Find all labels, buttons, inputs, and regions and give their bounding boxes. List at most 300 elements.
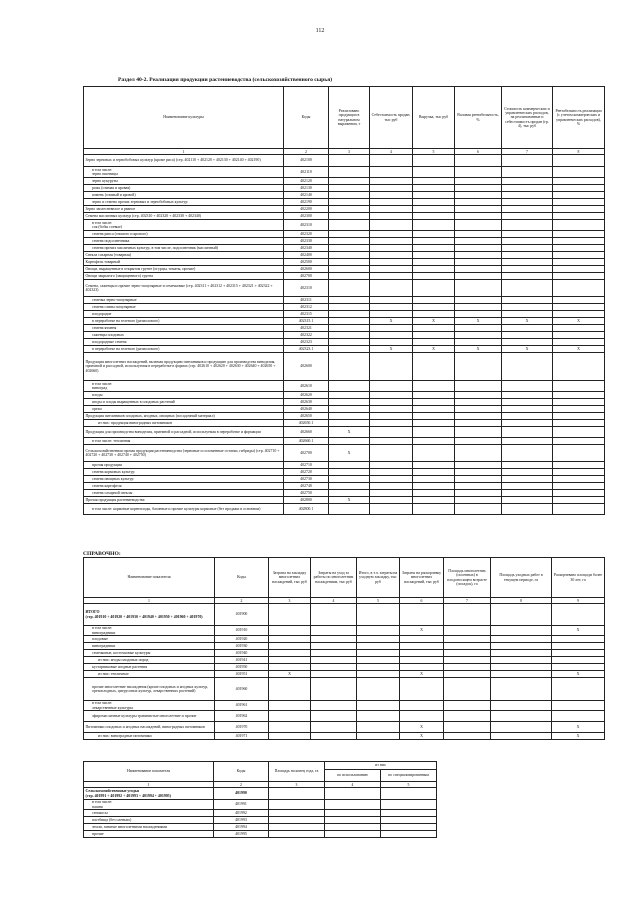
header-col-9: Раскорчевано площади более 30 лет, га [552,558,605,598]
empty-cell [329,332,370,339]
empty-cell [329,231,370,238]
table-row [84,427,605,438]
row-code: 402500 [284,259,329,266]
table-row [84,178,605,185]
empty-cell [329,199,370,206]
empty-cell [269,643,311,650]
empty-cell [311,626,357,636]
table-row [84,346,605,353]
row-code: 401960 [215,678,269,701]
empty-cell [400,643,444,650]
empty-cell [329,504,370,515]
row-code: 402750 [284,490,329,497]
empty-cell [413,252,455,259]
empty-cell [455,206,502,213]
empty-cell [553,280,605,297]
row-code: 402800.1 [284,504,329,515]
row-code: 401941 [215,657,269,664]
row-code: 402800 [284,497,329,504]
empty-cell [553,392,605,399]
empty-cell [370,469,413,476]
empty-cell [491,650,552,657]
empty-cell [553,339,605,346]
empty-cell [502,427,553,438]
empty-cell [413,167,455,178]
empty-cell [325,824,381,831]
empty-cell [400,711,444,722]
table-row [84,817,437,824]
empty-cell [502,213,553,220]
row-code: 402620 [284,392,329,399]
empty-cell [370,155,413,167]
empty-cell [329,438,370,445]
empty-cell [370,406,413,413]
empty-cell [455,406,502,413]
empty-cell [502,381,553,392]
row-code: 402600 [284,353,329,381]
empty-cell [553,420,605,427]
row-name: Питомники плодовых и ягодных насаждений, виноградных питомников [84,722,215,733]
table-row [84,392,605,399]
header-sub1: по использованию [325,770,381,782]
empty-cell [269,650,311,657]
empty-cell [413,427,455,438]
empty-cell [444,678,491,701]
empty-cell [455,399,502,406]
empty-cell [502,504,553,515]
empty-cell [311,664,357,671]
header-col-2: Коды [215,558,269,598]
column-number: 2 [214,782,269,788]
table-row [84,420,605,427]
empty-cell [553,238,605,245]
row-name: плодородие [84,311,284,318]
empty-cell [370,231,413,238]
empty-cell [370,483,413,490]
row-code: 401970 [215,722,269,733]
empty-cell [413,192,455,199]
empty-cell [455,304,502,311]
table-row [84,733,605,740]
empty-cell [329,353,370,381]
empty-cell [370,220,413,231]
empty-cell [357,722,400,733]
empty-cell [552,657,605,664]
empty-cell [455,273,502,280]
empty-cell [553,252,605,259]
row-name: зерно и семена прочих зерновых и зернобобовых культур [84,199,284,206]
empty-cell [553,311,605,318]
empty-cell [553,381,605,392]
empty-cell [329,185,370,192]
row-name: саженцы плодовых [84,332,284,339]
empty-cell [370,399,413,406]
empty-cell [269,664,311,671]
empty-cell [269,788,325,800]
row-name: в том числе: пашня [84,800,214,810]
empty-cell [502,406,553,413]
row-code: 402650 [284,413,329,420]
row-name: Продукция питомников плодовых, ягодных, овощных (посадочный материал) [84,413,284,420]
header-total: Площадь на конец года, га [269,762,325,782]
empty-cell [370,192,413,199]
empty-cell [553,490,605,497]
empty-cell [502,155,553,167]
empty-cell [553,504,605,515]
empty-cell [413,220,455,231]
header-col-1: Наименование показателя [84,558,215,598]
empty-cell [553,185,605,192]
empty-cell [455,497,502,504]
empty-cell [413,413,455,420]
empty-cell [502,199,553,206]
empty-cell [444,626,491,636]
column-number: 8 [553,149,605,155]
empty-cell [400,604,444,626]
table-row [84,304,605,311]
empty-cell [311,701,357,711]
empty-cell [370,266,413,273]
row-code: 401961 [215,701,269,711]
empty-cell [329,311,370,318]
empty-cell [370,413,413,420]
empty-cell [413,213,455,220]
table-row [84,678,605,701]
empty-cell [552,650,605,657]
table-row [84,339,605,346]
header-col-4: Себестоимость продан. тыс руб [370,87,413,149]
empty-cell [370,392,413,399]
header-col-6: Валовая рентабельность, % [455,87,502,149]
table-row [84,185,605,192]
empty-cell [502,266,553,273]
row-code: 402740 [284,483,329,490]
row-code: 402310 [284,220,329,231]
empty-cell [455,199,502,206]
table-row [84,325,605,332]
x-mark: X [552,733,605,740]
empty-cell [491,722,552,733]
empty-cell [370,245,413,252]
empty-cell [553,297,605,304]
empty-cell [311,733,357,740]
table-row [84,238,605,245]
empty-cell [370,332,413,339]
empty-cell [553,155,605,167]
row-code: 402100 [284,155,329,167]
empty-cell [553,206,605,213]
empty-cell [329,381,370,392]
empty-cell [325,788,381,800]
empty-cell [413,185,455,192]
column-number: 5 [357,598,400,604]
empty-cell [491,604,552,626]
empty-cell [455,504,502,515]
row-name: плодородные семена [84,339,284,346]
empty-cell [455,259,502,266]
x-mark: X [400,733,444,740]
column-number: 6 [400,598,444,604]
row-code: 402315 [284,311,329,318]
row-code: 402321 [284,325,329,332]
x-mark: X [413,346,455,353]
empty-cell [413,438,455,445]
table-row [84,438,605,445]
empty-cell [325,831,381,838]
table-row [84,626,605,636]
column-number: 6 [455,149,502,155]
empty-cell [311,636,357,643]
header-sub2: по специализированным [381,770,437,782]
empty-cell [269,800,325,810]
empty-cell [311,650,357,657]
empty-cell [502,420,553,427]
table-row [84,406,605,413]
table-row [84,711,605,722]
table-row [84,155,605,167]
empty-cell [455,476,502,483]
x-mark: X [400,722,444,733]
empty-cell [413,155,455,167]
x-mark: X [455,318,502,325]
table-row [84,318,605,325]
row-name: в переработке на зеленого (размолового) [84,318,284,325]
section1-caption: Раздел 40-2. Реализация продукции растениеводства (сельскохозяйственного сырья) [118,77,333,83]
empty-cell [329,462,370,469]
empty-cell [370,280,413,297]
empty-cell [357,657,400,664]
empty-cell [553,220,605,231]
row-code: 402640 [284,406,329,413]
empty-cell [413,469,455,476]
empty-cell [552,701,605,711]
x-mark: X [552,626,605,636]
table-row [84,399,605,406]
empty-cell [357,664,400,671]
row-name: пастбища (без оленьих) [84,817,214,824]
table-row [84,245,605,252]
column-number: 5 [413,149,455,155]
empty-cell [413,497,455,504]
empty-cell [502,231,553,238]
empty-cell [370,339,413,346]
row-code: 401962 [215,711,269,722]
empty-cell [444,657,491,664]
empty-cell [370,476,413,483]
empty-cell [370,438,413,445]
x-mark: X [269,671,311,678]
table-row [84,800,437,810]
empty-cell [444,711,491,722]
x-mark: X [370,318,413,325]
empty-cell [455,266,502,273]
empty-cell [455,192,502,199]
empty-cell [502,238,553,245]
empty-cell [325,810,381,817]
empty-cell [381,831,437,838]
empty-cell [413,339,455,346]
empty-cell [502,476,553,483]
empty-cell [455,483,502,490]
empty-cell [491,657,552,664]
column-number: 9 [552,598,605,604]
empty-cell [269,701,311,711]
row-code: 402200 [284,206,329,213]
empty-cell [413,325,455,332]
empty-cell [329,325,370,332]
column-number: 7 [444,598,491,604]
row-name: из них: ягоды плодовых пород [84,657,215,664]
empty-cell [553,497,605,504]
empty-cell [455,392,502,399]
empty-cell [552,643,605,650]
table-row [84,701,605,711]
empty-cell [370,420,413,427]
empty-cell [491,678,552,701]
empty-cell [413,238,455,245]
empty-cell [502,311,553,318]
empty-cell [269,626,311,636]
empty-cell [329,483,370,490]
empty-cell [502,438,553,445]
empty-cell [444,733,491,740]
row-code: 401940 [215,650,269,657]
empty-cell [357,636,400,643]
empty-cell [370,490,413,497]
empty-cell [502,462,553,469]
empty-cell [413,199,455,206]
empty-cell [553,273,605,280]
empty-cell [370,445,413,462]
empty-cell [329,252,370,259]
empty-cell [502,280,553,297]
row-code: 402310 [284,280,329,297]
header-col-8: Рентабельность реализации (с учетом коммерческих и управленческих расходов), % [553,87,605,149]
empty-cell [329,178,370,185]
empty-cell [413,206,455,213]
header-code: Коды [214,762,269,782]
header-col-5: Выручка, тыс руб [413,87,455,149]
row-name: семена прочих масличных культур, в том числе, подсолнечник (масличный) [84,245,284,252]
table-row [84,353,605,381]
empty-cell [552,678,605,701]
empty-cell [370,252,413,259]
row-name: в том числе: кормовые корнеплоды, бахчевые и прочие культуры кормовые (без продажи в основном) [84,504,284,515]
empty-cell [370,427,413,438]
perennial-plantings-table [83,557,605,740]
row-code: 401992 [214,810,269,817]
empty-cell [269,678,311,701]
empty-cell [553,167,605,178]
empty-cell [552,711,605,722]
empty-cell [553,178,605,185]
table-row [84,462,605,469]
table-row [84,722,605,733]
empty-cell [269,817,325,824]
row-name: Зерно зерновых и зернобобовых культур (кроме риса) (стр. 402110 + 402120 + 402130 + 402140 + 402190) [84,155,284,167]
row-code: 402312 [284,304,329,311]
empty-cell [552,604,605,626]
empty-cell [357,604,400,626]
empty-cell [455,381,502,392]
empty-cell [269,711,311,722]
empty-cell [553,438,605,445]
empty-cell [329,192,370,199]
table-row [84,192,605,199]
empty-cell [413,445,455,462]
empty-cell [444,671,491,678]
row-name: ИТОГО (стр. 401910 + 401920 + 401930 + 401940 + 401950 + 401960 + 401970) [84,604,215,626]
empty-cell [502,206,553,213]
empty-cell [329,406,370,413]
row-code: 402650.1 [284,420,329,427]
empty-cell [381,824,437,831]
row-name: плоды [84,392,284,399]
empty-cell [269,604,311,626]
empty-cell [455,178,502,185]
column-number: 5 [381,782,437,788]
empty-cell [370,297,413,304]
empty-cell [413,332,455,339]
row-code: 401910 [215,626,269,636]
row-name: виноградники [84,643,215,650]
empty-cell [444,701,491,711]
row-code: 402322 [284,332,329,339]
table-row [84,497,605,504]
row-name: эфиромасличные культуры травянистые многолетние и прочие [84,711,215,722]
x-mark: X [329,445,370,462]
empty-cell [269,831,325,838]
empty-cell [311,671,357,678]
empty-cell [502,185,553,192]
table-row [84,280,605,297]
empty-cell [455,469,502,476]
table-row [84,810,437,817]
empty-cell [370,167,413,178]
column-number: 7 [502,149,553,155]
table-row [84,476,605,483]
empty-cell [413,273,455,280]
row-name: семена подсолнечника [84,238,284,245]
header-group: из них [325,762,437,770]
empty-cell [269,733,311,740]
empty-cell [329,220,370,231]
table-row [84,657,605,664]
empty-cell [553,325,605,332]
row-code: 401930 [215,643,269,650]
empty-cell [553,231,605,238]
table-header-row [84,558,605,598]
row-name: в том числе: виноград [84,381,284,392]
empty-cell [357,650,400,657]
empty-cell [329,346,370,353]
empty-cell [491,636,552,643]
empty-cell [455,462,502,469]
row-code: 402140 [284,192,329,199]
empty-cell [444,664,491,671]
table-row [84,504,605,515]
empty-cell [553,406,605,413]
table-row [84,788,437,800]
empty-cell [491,671,552,678]
empty-cell [553,245,605,252]
empty-cell [413,406,455,413]
x-mark: X [400,671,444,678]
empty-cell [329,318,370,325]
empty-cell [444,722,491,733]
table-row [84,297,605,304]
empty-cell [502,413,553,420]
